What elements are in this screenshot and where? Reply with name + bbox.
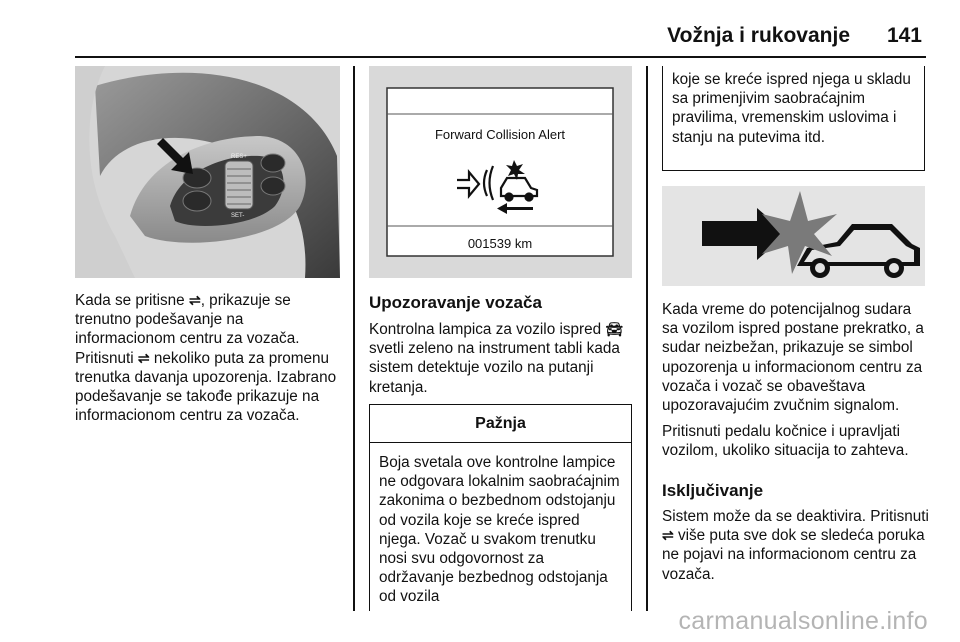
column-divider-2 xyxy=(646,66,648,611)
res-label: RES+ xyxy=(231,154,247,160)
caution-note-continued: koje se kreće ispred njega u skladu sa primenjivim saobraćajnim pravilima, vremenskim uslovima i stanju na putevima itd. xyxy=(662,66,925,171)
deactivation-heading: Isključivanje xyxy=(662,481,764,500)
gap-button-icon: ⇌ xyxy=(137,349,150,366)
left-paragraph: Kada se pritisne ⇌, prikazuje se trenutno podešavanje na informacionom centru za vozača. Pritisnuti ⇌ nekoliko puta za promenu trenutka davanja upozorenja. Izabrano podešavanje se takođe prikazuje na informacionom centru za vozača. xyxy=(75,292,337,425)
odometer-readout: 001539 km xyxy=(467,236,533,251)
caution-note xyxy=(369,404,632,611)
page-number: 141 xyxy=(886,24,922,47)
page-header xyxy=(0,18,960,58)
driver-info-display xyxy=(369,66,632,278)
collision-figure xyxy=(662,186,925,286)
right-paragraph-2: Pritisnuti pedalu kočnice i upravljati vozilom, ukoliko situacija to zahteva. xyxy=(662,423,909,460)
right-paragraph-3: Sistem može da se deaktivira. Pritisnuti ⇌ više puta sve dok se sledeća poruka ne pojavi na informacionom centru za vozača. xyxy=(662,508,929,583)
middle-paragraph: Kontrolna lampica za vozilo ispred 🚘︎ svetli zeleno na instrument tabli kada sistem detektuje vozilo na putanji kretanja. xyxy=(369,321,624,396)
display-figure xyxy=(369,66,632,278)
gap-button-icon: ⇌ xyxy=(662,527,674,544)
display-title: Forward Collision Alert xyxy=(434,127,566,142)
header-rule xyxy=(75,56,926,58)
caution-text: Boja svetala ove kontrolne lampice ne odgovara lokalnim saobraćajnim zakonima o bezbednom odstojanju od vozila koje se kreće ispred njega. Vozač u svakom trenutku nosi svu odgovornost za održavanje bezbednog odstojanja od vozila xyxy=(379,454,620,606)
column-divider-1 xyxy=(353,66,355,611)
vehicle-ahead-icon: 🚘︎ xyxy=(605,321,624,337)
page-title: Vožnja i rukovanje xyxy=(667,24,850,47)
gap-button-icon: ⇌ xyxy=(188,292,201,308)
caution-title: Pažnja xyxy=(370,405,631,443)
collision-warning-icon xyxy=(662,186,925,286)
set-label: SET- xyxy=(231,213,245,219)
right-paragraph-1: Kada vreme do potencijalnog sudara sa vozilom ispred postane prekratko, a sudar neizbežan, prikazuje se simbol upozorenja u informacionom centru za vozača i vozač se obaveštava upozoravajućim zvučnim signalom. xyxy=(662,301,924,415)
right-paragraphs xyxy=(662,300,930,468)
steering-wheel-illustration xyxy=(75,66,340,278)
watermark: carmanualsonline.info xyxy=(678,607,928,635)
steering-wheel-figure xyxy=(75,66,340,278)
warning-heading: Upozoravanje vozača xyxy=(369,293,542,312)
